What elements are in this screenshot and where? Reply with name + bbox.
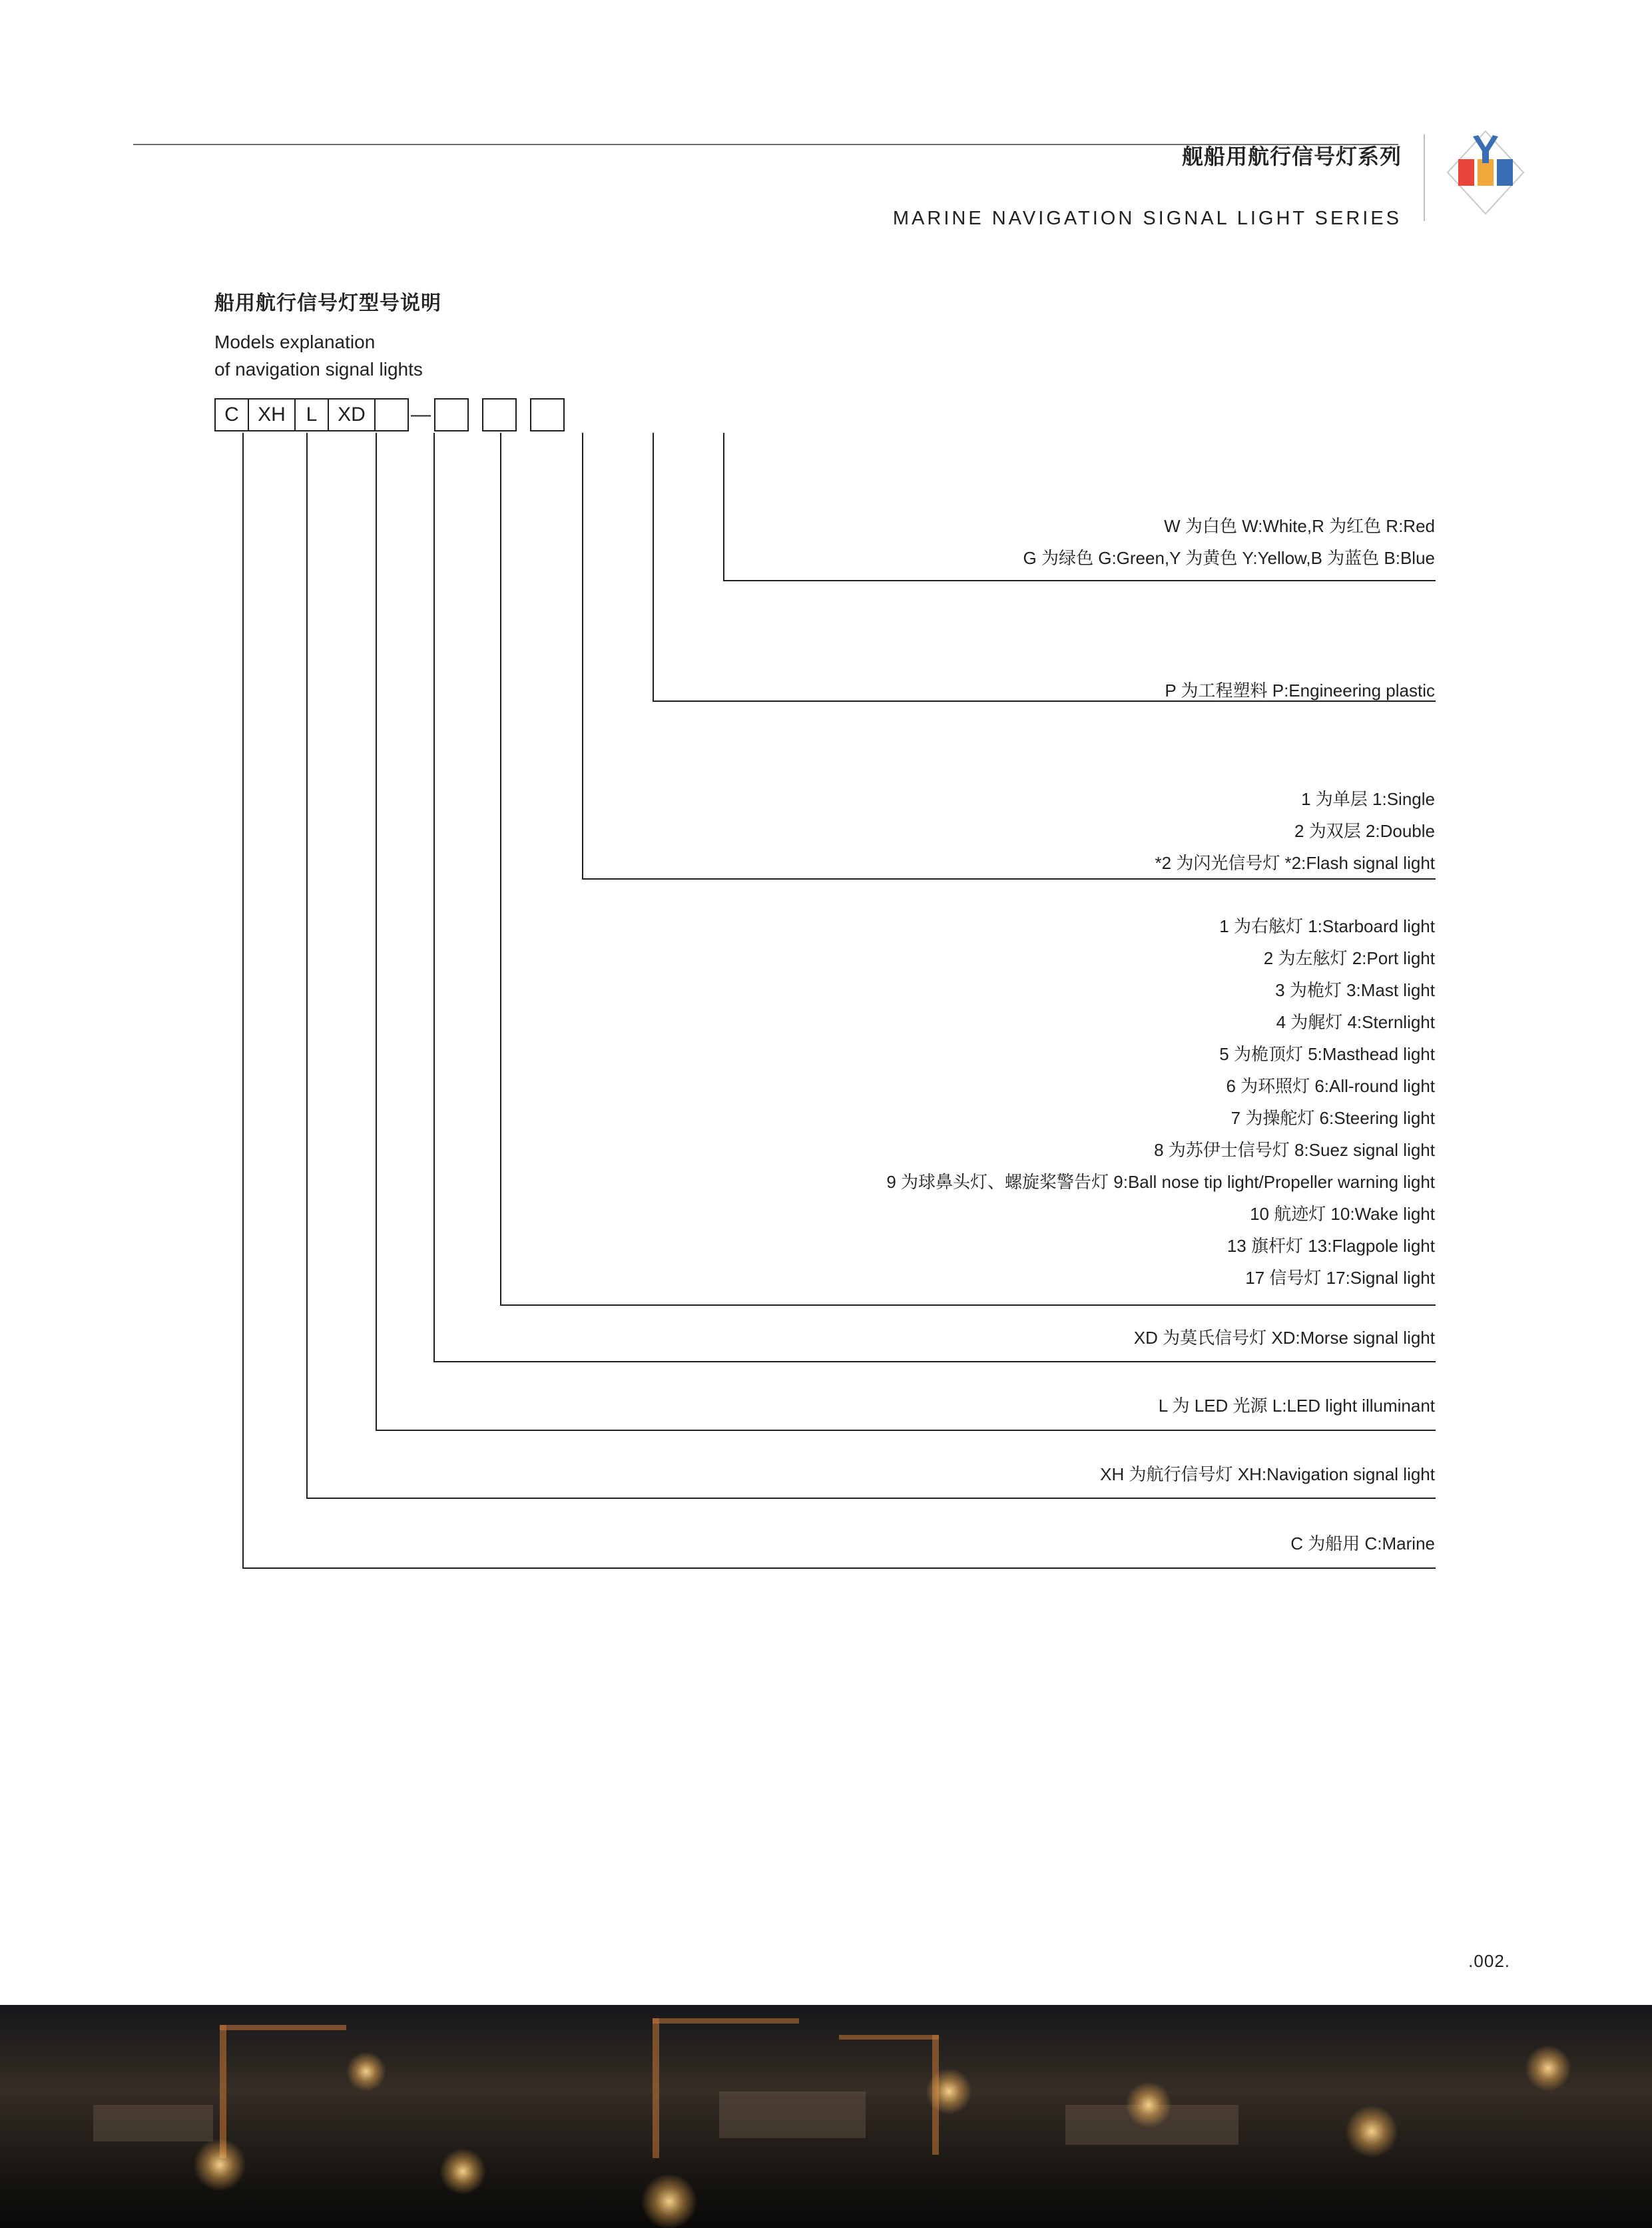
photo-light-4 [926, 2068, 972, 2115]
callout-function-group [886, 910, 1435, 1294]
code-box-function [374, 398, 409, 431]
code-box-color [530, 398, 565, 431]
header-vertical-rule [1424, 135, 1425, 221]
footer-port-photo [0, 2005, 1652, 2228]
callout-xd-line: XD 为莫氏信号灯 XD:Morse signal light [1133, 1328, 1435, 1348]
code-box-material [482, 398, 517, 431]
header-title-en: MARINE NAVIGATION SIGNAL LIGHT SERIES [892, 208, 1402, 229]
callout-function-line-5: 5 为桅顶灯 5:Masthead light [1219, 1044, 1435, 1064]
header-title-cn: 舰船用航行信号灯系列 [1181, 144, 1402, 168]
code-separator: — [411, 404, 431, 425]
callout-xh-line: XH 为航行信号灯 XH:Navigation signal light [1100, 1464, 1435, 1484]
callout-function-line-10: 10 航迹灯 10:Wake light [1250, 1204, 1435, 1224]
photo-crane-3-boom [839, 2035, 939, 2040]
code-box-xh: XH [248, 398, 296, 431]
section-title-en-line2: of navigation signal lights [214, 358, 423, 380]
callout-function-line-9: 9 为球鼻头灯、螺旋桨警告灯 9:Ball nose tip light/Propeller warning light [886, 1172, 1435, 1192]
page-number: .002. [1468, 1951, 1510, 1971]
photo-crane-2-boom [653, 2018, 799, 2024]
callout-color-line-1: W 为白色 W:White,R 为红色 R:Red [1164, 516, 1435, 536]
callout-function-line-8: 8 为苏伊士信号灯 8:Suez signal light [1154, 1140, 1435, 1160]
company-diamond-logo-icon [1446, 130, 1525, 215]
callout-function-line-4: 4 为艉灯 4:Sternlight [1276, 1012, 1435, 1032]
callout-function-line-6: 6 为环照灯 6:All-round light [1226, 1076, 1435, 1096]
section-title [214, 286, 441, 383]
code-box-xd: XD [328, 398, 376, 431]
callout-function-line-7: 7 为操舵灯 6:Steering light [1231, 1108, 1435, 1128]
callout-xh [1100, 1458, 1435, 1490]
callout-c [1290, 1528, 1435, 1559]
section-title-cn: 船用航行信号灯型号说明 [214, 292, 441, 314]
callout-xd [1134, 1322, 1435, 1354]
callout-layer-line-3: *2 为闪光信号灯 *2:Flash signal light [1155, 853, 1435, 873]
code-box-layer [434, 398, 469, 431]
photo-light-8 [346, 2052, 386, 2091]
callout-function-line-3: 3 为桅灯 3:Mast light [1275, 980, 1435, 1000]
callout-function-line-2: 2 为左舷灯 2:Port light [1263, 948, 1435, 968]
section-title-en-line1: Models explanation [214, 332, 376, 352]
photo-light-3 [639, 2175, 699, 2228]
callout-function-line-12: 17 信号灯 17:Signal light [1245, 1268, 1435, 1288]
callout-material-group [1165, 675, 1435, 706]
callout-c-line: C 为船用 C:Marine [1290, 1533, 1435, 1553]
code-box-c: C [214, 398, 249, 431]
callout-layer-line-1: 1 为单层 1:Single [1301, 789, 1435, 809]
callout-l-line: L 为 LED 光源 L:LED light illuminant [1158, 1396, 1435, 1416]
photo-sky [0, 2005, 1652, 2099]
callout-layer-group [1155, 783, 1435, 879]
photo-crane-2 [653, 2018, 659, 2158]
callout-material-line-1: P 为工程塑料 P:Engineering plastic [1165, 681, 1435, 700]
callout-l [1159, 1390, 1435, 1422]
photo-light-2 [439, 2148, 486, 2195]
callout-layer-line-2: 2 为双层 2:Double [1294, 821, 1435, 841]
callout-color-line-2: G 为绿色 G:Green,Y 为黄色 Y:Yellow,B 为蓝色 B:Blue [1023, 548, 1435, 568]
code-box-l: L [294, 398, 329, 431]
photo-container-block-1 [719, 2091, 866, 2138]
photo-light-5 [1125, 2082, 1172, 2128]
photo-light-1 [193, 2138, 246, 2191]
photo-light-7 [1525, 2045, 1571, 2091]
callout-function-line-1: 1 为右舷灯 1:Starboard light [1219, 916, 1435, 936]
callout-function-line-11: 13 旗杆灯 13:Flagpole light [1227, 1236, 1435, 1256]
page-header [133, 80, 1525, 229]
photo-crane-1-boom [220, 2025, 346, 2030]
photo-container-block-3 [93, 2105, 213, 2141]
callout-color-group [1023, 510, 1435, 574]
model-code-row [214, 398, 563, 432]
photo-light-6 [1345, 2105, 1398, 2158]
